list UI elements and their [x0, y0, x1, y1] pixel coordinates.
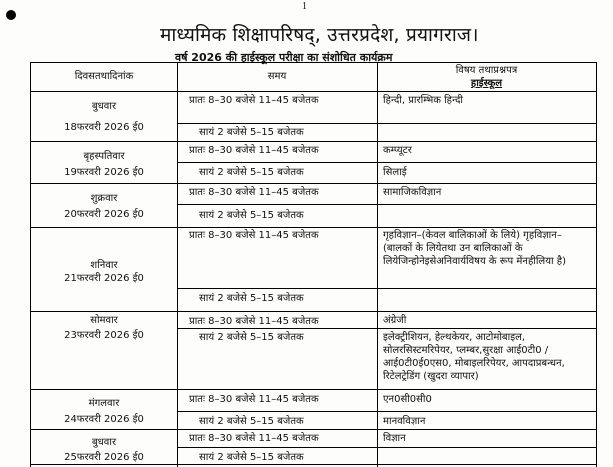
- day-rule: [31, 464, 597, 465]
- day-rule: [31, 311, 597, 312]
- day-date: 21फरवरी 2026 ई0: [64, 273, 144, 284]
- day-name: मंगलवार: [88, 398, 120, 409]
- session-subject: एन0सी0सी0: [383, 394, 432, 405]
- session-subject: सामाजिकविज्ञान: [383, 187, 442, 198]
- session-time: सायं 2 बजेसे 5–15 बजेतक: [199, 332, 304, 343]
- session-time: प्रातः 8–30 बजेसे 11–45 बजेतक: [189, 145, 319, 156]
- session-subject: विज्ञान: [383, 433, 406, 444]
- session-time: प्रातः 8–30 बजेसे 11–45 बजेतक: [189, 230, 319, 241]
- header-rule: [31, 91, 597, 92]
- ink-blot: [6, 10, 16, 20]
- session-time: सायं 2 बजेसे 5–15 बजेतक: [199, 416, 304, 427]
- day-rule: [31, 227, 597, 228]
- session-time: प्रातः 8–30 बजेसे 11–45 बजेतक: [189, 187, 319, 198]
- exam-schedule-table: [30, 62, 597, 467]
- session-rule: [177, 447, 597, 448]
- day-date: 25फरवरी 2026 ई0: [64, 452, 144, 463]
- day-name: बुधवार: [91, 101, 117, 112]
- day-rule: [31, 183, 597, 184]
- session-subject: गृहविज्ञान–(केवल बालिकाओं के लिये) गृहविज्ञान–(बालकों के लियेतथा उन बालिकाओं के लियेजिन्होनेइसेअनिवार्यविषय के रूप मेंनहीलिया है): [383, 230, 566, 267]
- page-number: 1: [302, 1, 307, 12]
- day-date: 20फरवरी 2026 ई0: [64, 209, 144, 220]
- day-date: 24फरवरी 2026 ई0: [64, 414, 144, 425]
- session-time: सायं 2 बजेसे 5–15 बजेतक: [199, 127, 304, 138]
- session-time: प्रातः 8–30 बजेसे 11–45 बजेतक: [189, 433, 319, 444]
- header-date: दिवसतथादिनांक: [74, 71, 134, 82]
- session-time: प्रातः 8–30 बजेसे 11–45 बजेतक: [189, 316, 319, 327]
- day-rule: [31, 141, 597, 142]
- session-subject: मानवविज्ञान: [383, 416, 426, 427]
- day-rule: [31, 429, 597, 430]
- session-rule: [177, 328, 597, 329]
- session-rule: [177, 204, 597, 205]
- day-rule: [31, 389, 597, 390]
- day-name: सोमवार: [90, 315, 118, 326]
- session-rule: [177, 162, 597, 163]
- day-name: शनिवार: [90, 260, 118, 271]
- day-date: 18फरवरी 2026 ई0: [64, 122, 144, 133]
- session-subject: कम्प्यूटर: [383, 145, 412, 156]
- session-subject: हिन्दी, प्रारम्भिक हिन्दी: [383, 95, 463, 106]
- document-subtitle: वर्ष 2026 की हाईस्कूल परीक्षा का संशोधित कार्यक्रम: [175, 51, 393, 64]
- session-rule: [177, 411, 597, 412]
- day-name: बृहस्पतिवार: [83, 151, 125, 162]
- session-subject: सिलाई: [383, 167, 407, 178]
- session-subject: अंग्रेजी: [383, 315, 407, 326]
- day-date: 19फरवरी 2026 ई0: [64, 167, 144, 178]
- session-time: सायं 2 बजेसे 5–15 बजेतक: [199, 452, 304, 463]
- session-time: सायं 2 बजेसे 5–15 बजेतक: [199, 210, 304, 221]
- header-subject-level: हाईस्कूल: [470, 78, 503, 89]
- session-subject: इलेक्ट्रीशियन, हेल्थकेयर, आटोमोबाइल, सोलरसिस्टमरिपेयर, प्लम्बर,सुरक्षा आई0टी0 / आई0टी0ई0एस0, मोबाइलरिपेयर, आपदाप्रबन्धन, रिटेलट्रेडिंग (खुदरा व्यापार): [383, 332, 565, 382]
- session-time: सायं 2 बजेसे 5–15 बजेतक: [199, 293, 304, 304]
- header-time: समय: [267, 71, 287, 82]
- session-time: प्रातः 8–30 बजेसे 11–45 बजेतक: [189, 95, 319, 106]
- session-rule: [177, 288, 597, 289]
- day-name: शुक्रवार: [90, 193, 118, 204]
- session-time: प्रातः 8–30 बजेसे 11–45 बजेतक: [189, 394, 319, 405]
- session-time: सायं 2 बजेसे 5–15 बजेतक: [199, 167, 304, 178]
- session-rule: [177, 123, 597, 124]
- document-title: माध्यमिक शिक्षापरिषद्, उत्तरप्रदेश, प्रयागराज।: [160, 24, 479, 46]
- header-subject: विषय तथाप्रश्नपत्र: [455, 65, 518, 76]
- day-date: 23फरवरी 2026 ई0: [64, 330, 144, 341]
- day-name: बुधवार: [91, 437, 117, 448]
